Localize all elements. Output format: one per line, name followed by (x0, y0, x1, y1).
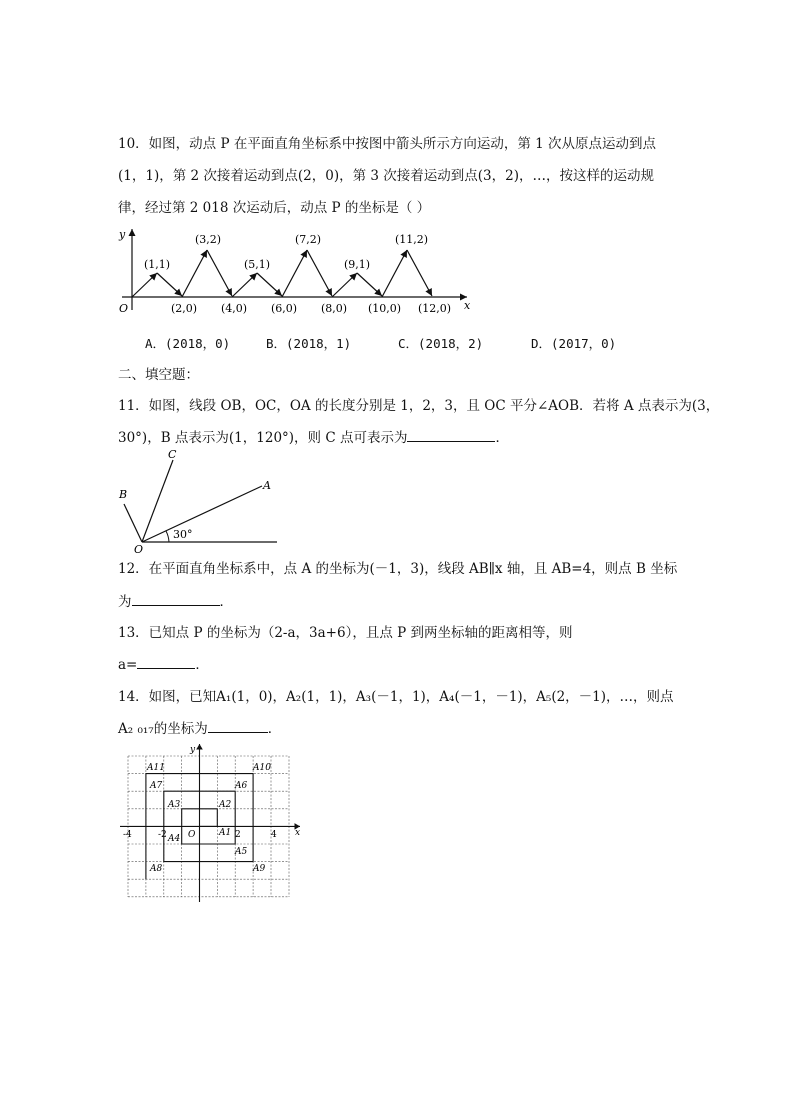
q10-figure (112, 225, 477, 320)
q10-zero-label: (4,0) (221, 302, 248, 315)
q14-tick-label: 2 (235, 830, 241, 840)
q14-figure (118, 742, 303, 904)
q10-line1: 10．如图，动点 P 在平面直角坐标系中按图中箭头所示方向运动，第 1 次从原点运动到点 (118, 136, 657, 152)
q14-point-label: A11 (147, 763, 165, 773)
q14-point-label: A1 (219, 828, 232, 838)
q13-line1: 13．已知点 P 的坐标为（2-a，3a+6），且点 P 到两坐标轴的距离相等，则 (118, 625, 573, 641)
q11-label-o: O (134, 543, 144, 554)
q10-peak-label: (7,2) (295, 233, 322, 246)
q14-tick-label: -2 (158, 830, 167, 840)
q11-label-c: C (168, 448, 177, 461)
q14-point-label: A8 (150, 864, 163, 874)
answer-blank[interactable] (407, 428, 495, 442)
q10-origin-label: O (119, 302, 129, 315)
q14-point-label: A2 (219, 800, 232, 810)
q14-point-label: A6 (235, 781, 248, 791)
q10-peak-label: (9,1) (344, 258, 371, 271)
q14-point-label: A5 (235, 847, 248, 857)
q10-zero-label: (6,0) (271, 302, 298, 315)
option-b[interactable]: B．(2018，1) (266, 336, 352, 351)
q14-line2: A₂ ₀₁₇的坐标为 ． (118, 721, 282, 737)
answer-blank[interactable] (137, 655, 195, 669)
q14-x-label: x (295, 828, 301, 838)
q10-y-label: y (119, 228, 126, 241)
q11-line1: 11．如图，线段 OB，OC，OA 的长度分别是 1，2，3，且 OC 平分∠AOB．若将 A 点表示为(3， (118, 398, 720, 414)
option-c[interactable]: C．(2018，2) (398, 336, 484, 351)
option-a[interactable]: A．(2018，0) (145, 336, 231, 351)
q10-peak-label: (3,2) (195, 233, 222, 246)
q10-peak-label: (1,1) (144, 258, 171, 271)
q11-line2: 30°)，B 点表示为(1，120°)，则 C 点可表示为 ． (118, 430, 509, 446)
q10-zero-label: (8,0) (321, 302, 348, 315)
answer-blank[interactable] (132, 592, 220, 606)
q14-point-label: A10 (253, 763, 271, 773)
q14-line1: 14．如图，已知A₁(1，0)，A₂(1，1)，A₃(－1，1)，A₄(－1，－1)，A₅(2，－1)，…，则点 (118, 689, 674, 705)
option-d[interactable]: D．(2017，0) (531, 336, 617, 351)
q10-peak-label: (5,1) (244, 258, 271, 271)
q14-point-label: A9 (253, 864, 266, 874)
q12-line1: 12．在平面直角坐标系中，点 A 的坐标为(－1，3)，线段 AB∥x 轴，且 AB=4，则点 B 坐标 (118, 561, 678, 577)
q14-point-label: A4 (168, 834, 181, 844)
q11-label-a: A (263, 479, 271, 492)
q14-tick-label: -4 (123, 830, 132, 840)
q11-figure (112, 446, 282, 554)
q12-line2: 为 ． (118, 594, 233, 610)
q10-zero-label: (10,0) (368, 302, 402, 315)
q10-peak-label: (11,2) (395, 233, 429, 246)
q11-label-b: B (119, 488, 128, 501)
q14-point-label: A7 (150, 781, 163, 791)
q10-zero-label: (2,0) (171, 302, 198, 315)
q10-line2: (1，1)，第 2 次接着运动到点(2，0)，第 3 次接着运动到点(3，2)，…，按这样的运动规 (118, 168, 654, 184)
q13-line2: a= ． (118, 657, 209, 673)
answer-blank[interactable] (208, 719, 268, 733)
q11-angle-label: 30° (173, 528, 193, 541)
q10-zero-label: (12,0) (418, 302, 452, 315)
q14-origin-label: O (188, 830, 196, 840)
q14-tick-label: 4 (271, 830, 277, 840)
q10-line3: 律，经过第 2 018 次运动后，动点 P 的坐标是（ ） (118, 200, 431, 216)
section-heading: 二、填空题： (118, 367, 199, 383)
q14-y-label: y (190, 745, 196, 755)
q14-point-label: A3 (168, 800, 181, 810)
q10-x-label: x (464, 299, 471, 312)
